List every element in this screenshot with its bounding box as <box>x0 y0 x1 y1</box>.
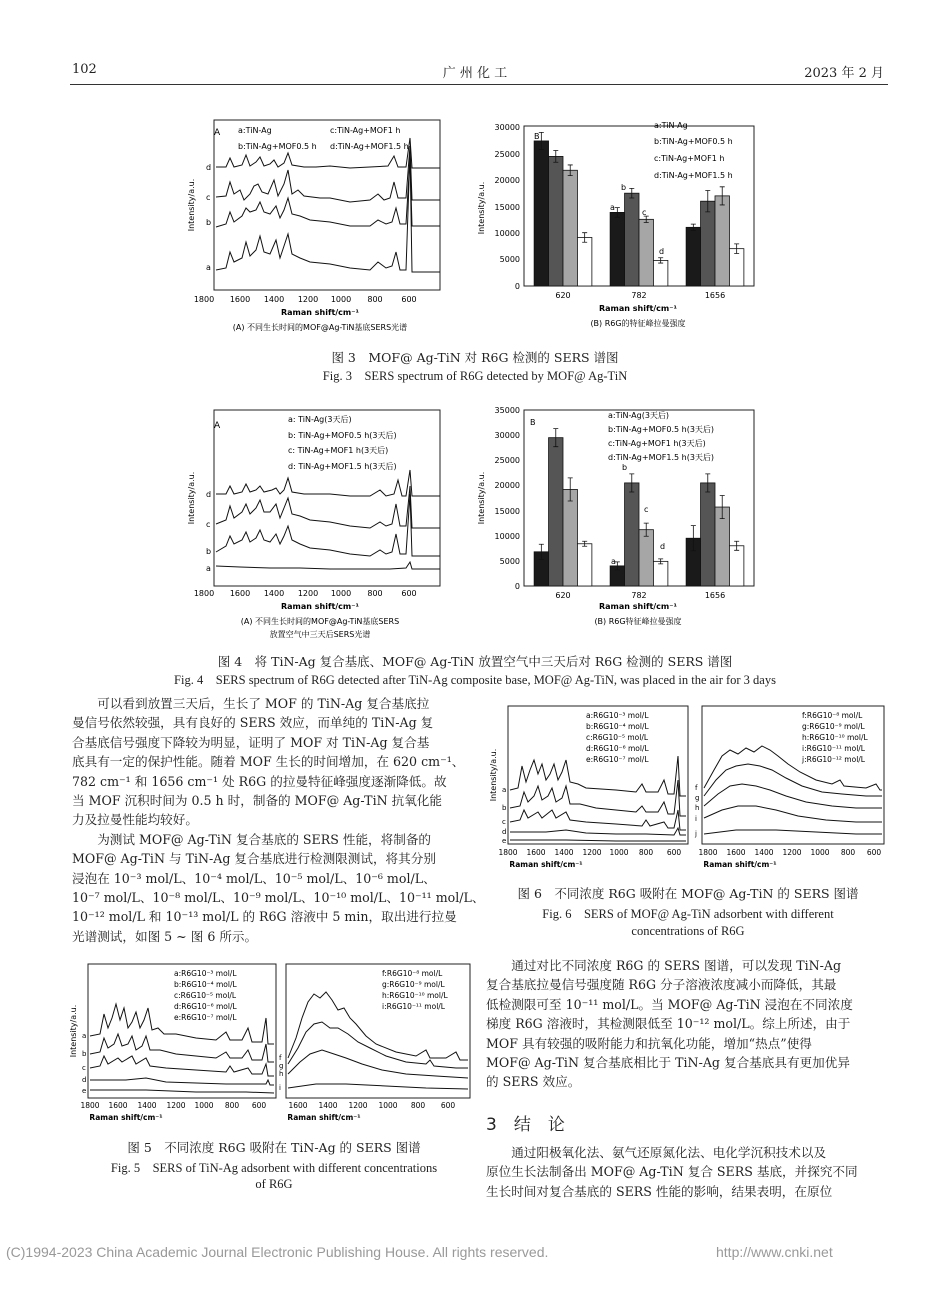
fig4b-ytick: 15000 <box>494 507 520 516</box>
fig6-xtick: 1600 <box>526 848 546 857</box>
fig3b-ytick: 0 <box>514 282 520 291</box>
fig6-spectrum-g <box>704 764 882 796</box>
bar-1656-series-3 <box>729 249 743 286</box>
fig6-xtick: 800 <box>638 848 654 857</box>
text-line: 10⁻¹² mol/L 和 10⁻¹³ mol/L 的 R6G 溶液中 5 min，取出进行拉曼 <box>72 909 457 925</box>
bar-1656-series-1 <box>701 483 715 586</box>
bar-620-series-0 <box>534 141 548 286</box>
fig6-curve-label: i <box>695 815 697 823</box>
fig4a-xtick: 1800 <box>193 589 215 598</box>
fig5-xtick: 1400 <box>137 1101 157 1110</box>
text-line: 生长时间对复合基底的 SERS 性能的影响，结果表明，在原位 <box>486 1183 833 1199</box>
fig4b-legend-c: c:TiN-Ag+MOF1 h(3天后) <box>608 439 706 448</box>
fig4a-xlabel: Raman shift/cm⁻¹ <box>280 602 360 611</box>
fig4b-legend-a: a:TiN-Ag(3天后) <box>608 411 670 420</box>
x-category-label: 1656 <box>704 591 726 600</box>
fig3b-group-label-c: c <box>642 208 647 217</box>
text-line: 10⁻⁷ mol/L、10⁻⁸ mol/L、10⁻⁹ mol/L、10⁻¹⁰ mol/L、10⁻¹¹ mol/L、 <box>72 890 485 906</box>
fig3b-ytick: 25000 <box>494 150 520 159</box>
fig6-xtick: 800 <box>840 848 856 857</box>
x-category-label: 782 <box>631 291 647 300</box>
fig3a-xtick: 1200 <box>297 295 319 304</box>
fig6-xtick: 1600 <box>726 848 746 857</box>
fig5-xtick: 1800 <box>80 1101 100 1110</box>
x-category-label: 620 <box>555 291 571 300</box>
fig5-xtick: 600 <box>251 1101 267 1110</box>
fig5-legend-d: d:R6G10⁻⁶ mol/L <box>174 1002 237 1011</box>
left-paragraph-1 <box>72 694 485 946</box>
fig4a-curve-label-d: d <box>206 490 212 499</box>
fig3a-xtick: 1800 <box>193 295 215 304</box>
fig3a-xtick: 600 <box>401 295 417 304</box>
text-line: 合基底信号强度下降较为明显，证明了 MOF 对 TiN-Ag 复合基 <box>72 734 430 750</box>
fig6-xtick: 1200 <box>582 848 602 857</box>
fig3b-group-label-d: d <box>659 247 665 256</box>
text-line: 力及拉曼性能均较好。 <box>72 812 198 828</box>
fig6-xtick: 1800 <box>498 848 518 857</box>
bar-1656-series-0 <box>686 227 700 286</box>
fig6-curve-label: d <box>502 828 507 836</box>
fig5-spectrum-d <box>90 1078 274 1085</box>
text-line: 当 MOF 沉积时间为 0.5 h 时，制备的 MOF@ Ag-TiN 抗氧化能 <box>72 793 442 809</box>
fig3b-legend-b: b:TiN-Ag+MOF0.5 h <box>654 137 733 146</box>
fig5-xlabel-left: Raman shift/cm⁻¹ <box>89 1113 163 1122</box>
fig4a-curve-label-b: b <box>206 547 212 556</box>
fig4b-ytick: 5000 <box>499 557 520 566</box>
fig3b-ylabel: Intensity/a.u. <box>477 181 486 235</box>
fig5-xtick: 1000 <box>194 1101 214 1110</box>
fig5-curve-label: c <box>82 1064 86 1072</box>
fig3b-subcaption: (B) R6G的特征峰拉曼强度 <box>590 319 686 328</box>
fig6-curve-label: h <box>695 804 700 812</box>
bar-1656-series-1 <box>701 201 715 286</box>
fig4a-legend-d: d: TiN-Ag+MOF1.5 h(3天后) <box>288 462 397 471</box>
fig4b-ytick: 0 <box>514 582 520 591</box>
fig4a-subcaption-1: (A) 不同生长时间的MOF@Ag-TiN基底SERS <box>240 617 400 626</box>
fig6-xtick: 1400 <box>554 848 574 857</box>
fig3a-legend-a: a:TiN-Ag <box>238 126 272 135</box>
fig5-xtick: 1600 <box>288 1101 308 1110</box>
fig6-xtick: 600 <box>666 848 682 857</box>
section-heading: 3 结 论 <box>486 1115 565 1135</box>
fig5-spectrum-c <box>90 1056 274 1076</box>
fig4a-xtick: 600 <box>401 589 417 598</box>
fig5-xtick: 1200 <box>166 1101 186 1110</box>
fig6-legend-b: b:R6G10⁻⁴ mol/L <box>586 722 649 731</box>
fig6-curve-label: f <box>695 784 698 792</box>
text-line: MOF@ Ag-TiN 与 TiN-Ag 复合基底进行检测限测试，将其分别 <box>72 851 436 867</box>
issue-date: 2023 年 2 月 <box>804 66 884 81</box>
fig6-xtick: 1400 <box>754 848 774 857</box>
fig5-curve-label: e <box>82 1087 87 1095</box>
fig5-legend-c: c:R6G10⁻⁵ mol/L <box>174 991 237 1000</box>
fig6-xtick: 1000 <box>810 848 830 857</box>
fig6-legend-d: d:R6G10⁻⁶ mol/L <box>586 744 649 753</box>
fig5-legend-i: i:R6G10⁻¹¹ mol/L <box>382 1002 445 1011</box>
fig3a-legend-b: b:TiN-Ag+MOF0.5 h <box>238 142 317 151</box>
fig5-legend-g: g:R6G10⁻⁹ mol/L <box>382 980 445 989</box>
fig4b-group-label-c: c <box>644 505 649 514</box>
bar-782-series-2 <box>639 530 653 586</box>
fig5-legend-h: h:R6G10⁻¹⁰ mol/L <box>382 991 448 1000</box>
fig3a-xtick: 800 <box>367 295 383 304</box>
fig4b-group-label-a: a <box>611 557 616 566</box>
fig6-curve-label: e <box>502 837 507 845</box>
fig3a-xlabel: Raman shift/cm⁻¹ <box>280 308 360 317</box>
fig3a-legend-d: d:TiN-Ag+MOF1.5 h <box>330 142 409 151</box>
x-category-label: 620 <box>555 591 571 600</box>
fig4a-curve-label-c: c <box>206 520 211 529</box>
fig6-xtick: 600 <box>866 848 882 857</box>
text-line: 原位生长法制备出 MOF@ Ag-TiN 复合 SERS 基底，并探究不同 <box>486 1164 858 1180</box>
bar-782-series-0 <box>610 212 624 286</box>
fig3b-ytick: 15000 <box>494 203 520 212</box>
bar-620-series-1 <box>549 156 563 286</box>
fig5-spectra-chart <box>66 958 478 1128</box>
text-line: 低检测限可至 10⁻¹¹ mol/L。当 MOF@ Ag-TiN 浸泡在不同浓度 <box>486 996 853 1012</box>
fig5-xlabel-right: Raman shift/cm⁻¹ <box>287 1113 361 1122</box>
fig5-curve-label: a <box>82 1032 87 1040</box>
text-line: 曼信号依然较强，具有良好的 SERS 效应，而单纯的 TiN-Ag 复 <box>72 715 434 731</box>
fig6-xlabel-right: Raman shift/cm⁻¹ <box>703 860 777 869</box>
right-paragraph-1 <box>486 956 890 1092</box>
fig5-curve-label: g <box>279 1062 284 1070</box>
fig6-legend-j: j:R6G10⁻¹² mol/L <box>802 755 865 764</box>
fig4b-ytick: 25000 <box>494 456 520 465</box>
fig4a-xtick: 1600 <box>229 589 251 598</box>
fig4a-panel-label: A <box>214 421 221 431</box>
x-category-label: 1656 <box>704 291 726 300</box>
text-line: MOF@ Ag-TiN 复合基底相比于 TiN-Ag 复合基底具有更加优异 <box>486 1055 850 1071</box>
fig6-legend-a: a:R6G10⁻³ mol/L <box>586 711 649 720</box>
right-paragraph-2 <box>486 1143 890 1201</box>
fig4-spectra-chart <box>180 404 450 644</box>
fig6-caption-en-1: Fig. 6 SERS of MOF@ Ag-TiN adsorbent with different <box>542 907 834 921</box>
fig6-xtick: 1200 <box>782 848 802 857</box>
fig5-caption-en-2: of R6G <box>255 1177 293 1191</box>
fig3a-curve-label-c: c <box>206 193 211 202</box>
text-line: 通过对比不同浓度 R6G 的 SERS 图谱，可以发现 TiN-Ag <box>511 958 842 973</box>
fig6-curve-label: b <box>502 804 507 812</box>
text-line: 可以看到放置三天后，生长了 MOF 的 TiN-Ag 复合基底拉 <box>97 696 430 711</box>
x-category-label: 782 <box>631 591 647 600</box>
fig4-caption-en: Fig. 4 SERS spectrum of R6G detected after TiN-Ag composite base, MOF@ Ag-TiN, was placed in the air for 3 days <box>174 673 776 687</box>
text-line: 782 cm⁻¹ 和 1656 cm⁻¹ 处 R6G 的拉曼特征峰强度逐渐降低。故 <box>72 773 447 789</box>
fig3-caption-cn: 图 3 MOF@ Ag-TiN 对 R6G 检测的 SERS 谱图 <box>331 350 619 365</box>
fig5-xtick: 1400 <box>318 1101 338 1110</box>
fig6-legend-h: h:R6G10⁻¹⁰ mol/L <box>802 733 868 742</box>
fig5-legend-f: f:R6G10⁻⁸ mol/L <box>382 969 443 978</box>
fig5-curve-label: h <box>279 1070 284 1078</box>
fig6-spectrum-e <box>510 840 686 841</box>
fig4a-xtick: 800 <box>367 589 383 598</box>
fig6-spectrum-d <box>510 828 686 835</box>
fig3-bar-chart <box>478 112 768 340</box>
fig6-legend-i: i:R6G10⁻¹¹ mol/L <box>802 744 865 753</box>
fig5-ylabel: Intensity/a.u. <box>69 1004 78 1058</box>
fig5-xtick: 1000 <box>378 1101 398 1110</box>
fig5-xtick: 1600 <box>108 1101 128 1110</box>
fig3b-legend-a: a:TiN-Ag <box>654 121 688 130</box>
text-line: 浸泡在 10⁻³ mol/L、10⁻⁴ mol/L、10⁻⁵ mol/L、10⁻⁶ mol/L、 <box>72 870 436 886</box>
bar-620-series-1 <box>549 438 563 586</box>
text-line: 光谱测试，如图 5 ~ 图 6 所示。 <box>72 928 258 944</box>
fig6-xlabel-left: Raman shift/cm⁻¹ <box>509 860 583 869</box>
journal-title: 广 州 化 工 <box>442 66 508 81</box>
bar-782-series-1 <box>625 483 639 586</box>
fig5-xtick: 800 <box>224 1101 240 1110</box>
fig6-spectrum-b <box>510 780 686 816</box>
bar-620-series-3 <box>577 544 591 586</box>
fig3b-ytick: 5000 <box>499 255 520 264</box>
fig4b-group-label-b: b <box>622 463 628 472</box>
bar-620-series-2 <box>563 170 577 286</box>
bar-1656-series-3 <box>729 546 743 586</box>
fig6-curve-label: g <box>695 794 700 802</box>
fig3b-group-label-a: a <box>610 203 615 212</box>
fig3a-xtick: 1600 <box>229 295 251 304</box>
bar-782-series-3 <box>653 561 667 586</box>
page-number: 102 <box>72 62 97 77</box>
fig6-curve-label: a <box>502 786 507 794</box>
bar-782-series-3 <box>653 260 667 286</box>
fig6-spectrum-c <box>510 810 686 830</box>
fig6-curve-label: c <box>502 818 506 826</box>
fig5-legend-a: a:R6G10⁻³ mol/L <box>174 969 237 978</box>
fig5-spectrum-i <box>288 1084 468 1089</box>
fig3a-xtick: 1400 <box>263 295 285 304</box>
fig6-legend-f: f:R6G10⁻⁸ mol/L <box>802 711 863 720</box>
fig3a-curve-label-a: a <box>206 263 211 272</box>
fig5-xtick: 1200 <box>348 1101 368 1110</box>
fig3a-curve-label-b: b <box>206 218 212 227</box>
header-rule <box>70 84 888 85</box>
fig3a-curve-label-d: d <box>206 163 212 172</box>
text-line: 为测试 MOF@ Ag-TiN 复合基底的 SERS 性能，将制备的 <box>97 831 432 847</box>
bar-620-series-2 <box>563 489 577 586</box>
fig4a-legend-b: b: TiN-Ag+MOF0.5 h(3天后) <box>288 431 397 440</box>
text-line: MOF 具有较强的吸附能力和抗氧化功能，增加“热点”使得 <box>486 1035 812 1051</box>
fig3b-xlabel: Raman shift/cm⁻¹ <box>598 304 678 313</box>
text-line: 底具有一定的保护性能。随着 MOF 生长的时间增加，在 620 cm⁻¹、 <box>72 754 465 770</box>
fig5-curve-label: d <box>82 1076 87 1084</box>
fig3a-ylabel: Intensity/a.u. <box>187 178 196 232</box>
fig4a-spectrum-a <box>216 562 440 569</box>
fig5-curve-label: i <box>279 1084 281 1092</box>
fig4a-legend-a: a: TiN-Ag(3天后) <box>288 415 352 424</box>
copyright-footer: (C)1994-2023 China Academic Journal Electronic Publishing House. All rights reserved. <box>6 1244 549 1260</box>
fig4b-panel-label: B <box>530 418 536 427</box>
fig6-xtick: 1000 <box>609 848 629 857</box>
text-line: 复合基底拉曼信号强度随 R6G 分子溶液浓度减小而降低，其最 <box>486 977 837 993</box>
fig4a-subcaption-2: 放置空气中三天后SERS光谱 <box>269 630 371 639</box>
fig4b-group-label-d: d <box>660 542 666 551</box>
fig5-caption-cn: 图 5 不同浓度 R6G 吸附在 TiN-Ag 的 SERS 图谱 <box>127 1140 421 1155</box>
bar-1656-series-2 <box>715 196 729 286</box>
fig4a-curve-label-a: a <box>206 564 211 573</box>
fig3a-legend-c: c:TiN-Ag+MOF1 h <box>330 126 401 135</box>
fig3b-ytick: 20000 <box>494 176 520 185</box>
fig3b-panel-label: B <box>534 132 540 141</box>
fig5-xtick: 800 <box>410 1101 426 1110</box>
fig6-legend-g: g:R6G10⁻⁹ mol/L <box>802 722 865 731</box>
fig5-spectrum-e <box>90 1090 274 1093</box>
text-line: 梯度 R6G 溶液时，其检测限低至 10⁻¹² mol/L。综上所述，由于 <box>486 1016 851 1032</box>
fig4a-xtick: 1400 <box>263 589 285 598</box>
fig6-xtick: 1800 <box>698 848 718 857</box>
fig4b-ylabel: Intensity/a.u. <box>477 471 486 525</box>
fig4a-ylabel: Intensity/a.u. <box>187 471 196 525</box>
fig4b-ytick: 35000 <box>494 406 520 415</box>
fig3-spectra-chart <box>180 112 450 352</box>
fig5-xtick: 600 <box>440 1101 456 1110</box>
text-line: 通过阳极氧化法、氨气还原氮化法、电化学沉积技术以及 <box>511 1145 827 1160</box>
fig6-caption-en-2: concentrations of R6G <box>631 924 745 938</box>
fig4b-legend-b: b:TiN-Ag+MOF0.5 h(3天后) <box>608 425 715 434</box>
fig4a-spectrum-d <box>216 470 440 496</box>
fig4b-ytick: 20000 <box>494 481 520 490</box>
fig5-curve-label: b <box>82 1050 87 1058</box>
fig6-spectrum-h <box>704 784 882 808</box>
fig4-caption-cn: 图 4 将 TiN-Ag 复合基底、MOF@ Ag-TiN 放置空气中三天后对 R6G 检测的 SERS 谱图 <box>217 654 733 669</box>
fig6-caption-cn: 图 6 不同浓度 R6G 吸附在 MOF@ Ag-TiN 的 SERS 图谱 <box>517 886 859 901</box>
fig3a-spectrum-c <box>216 146 440 202</box>
fig3b-ytick: 30000 <box>494 123 520 132</box>
fig3b-group-label-b: b <box>621 183 627 192</box>
fig6-legend-e: e:R6G10⁻⁷ mol/L <box>586 755 649 764</box>
fig4b-ytick: 10000 <box>494 532 520 541</box>
fig6-legend-c: c:R6G10⁻⁵ mol/L <box>586 733 649 742</box>
fig3a-panel-label: A <box>214 128 221 138</box>
fig4a-xtick: 1000 <box>330 589 352 598</box>
fig6-curve-label: j <box>695 830 697 838</box>
fig4b-subcaption: (B) R6G特征峰拉曼强度 <box>594 617 682 626</box>
cnki-link[interactable]: http://www.cnki.net <box>716 1244 833 1260</box>
fig5-caption-en-1: Fig. 5 SERS of TiN-Ag adsorbent with different concentrations <box>110 1161 438 1175</box>
fig4b-xlabel: Raman shift/cm⁻¹ <box>598 602 678 611</box>
fig3a-xtick: 1000 <box>330 295 352 304</box>
fig4a-xtick: 1200 <box>297 589 319 598</box>
fig5-legend-b: b:R6G10⁻⁴ mol/L <box>174 980 237 989</box>
fig3b-legend-d: d:TiN-Ag+MOF1.5 h <box>654 171 733 180</box>
fig5-legend-e: e:R6G10⁻⁷ mol/L <box>174 1013 237 1022</box>
text-line: 的 SERS 效应。 <box>486 1074 581 1090</box>
fig3b-ytick: 10000 <box>494 229 520 238</box>
fig6-spectrum-j <box>704 830 882 834</box>
fig6-ylabel: Intensity/a.u. <box>489 748 498 802</box>
fig5-spectrum-h <box>288 1050 468 1078</box>
fig3b-legend-c: c:TiN-Ag+MOF1 h <box>654 154 725 163</box>
fig4a-legend-c: c: TiN-Ag+MOF1 h(3天后) <box>288 446 389 455</box>
bar-782-series-2 <box>639 219 653 286</box>
bar-782-series-1 <box>625 193 639 286</box>
fig3-caption-en: Fig. 3 SERS spectrum of R6G detected by MOF@ Ag-TiN <box>322 369 628 383</box>
fig6-spectra-chart <box>486 700 890 872</box>
bar-620-series-3 <box>577 237 591 286</box>
fig4b-legend-d: d:TiN-Ag+MOF1.5 h(3天后) <box>608 453 715 462</box>
fig3a-subcaption: (A) 不同生长时间的MOF@Ag-TiN基底SERS光谱 <box>232 323 408 332</box>
fig4-bar-chart <box>478 404 768 634</box>
fig5-curve-label: f <box>279 1054 282 1062</box>
fig4b-ytick: 30000 <box>494 431 520 440</box>
